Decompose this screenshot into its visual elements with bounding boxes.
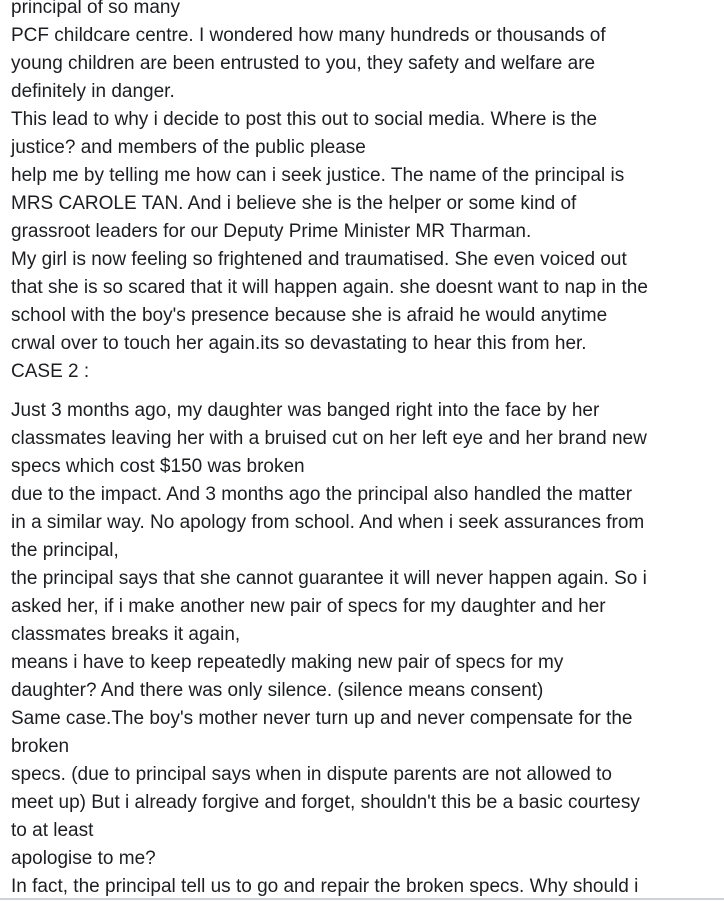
text-line: school with the boy's presence because she is afraid he would anytime [11,305,608,326]
text-line: definitely in danger. [11,81,175,102]
text-line: daughter? And there was only silence. (silence means consent) [11,680,544,701]
text-line: classmates leaving her with a bruised cut on her left eye and her brand new [11,428,647,449]
text-line: My girl is now feeling so frightened and traumatised. She even voiced out [11,249,627,270]
text-line: meet up) But i already forgive and forget, shouldn't this be a basic courtesy [11,792,640,813]
text-line: MRS CAROLE TAN. And i believe she is the helper or some kind of [11,193,577,214]
text-line: Just 3 months ago, my daughter was banged right into the face by her [11,400,600,421]
post-paragraph-1 [11,0,717,386]
text-line: PCF childcare centre. I wondered how many hundreds or thousands of [11,25,606,46]
text-line: principal of so many [11,0,180,18]
text-line: young children are been entrusted to you, they safety and welfare are [11,53,596,74]
text-line: that she is so scared that it will happen again. she doesnt want to nap in the [11,277,648,298]
text-line: Same case.The boy's mother never turn up and never compensate for the [11,708,633,729]
text-line: crwal over to touch her again.its so devastating to hear this from her. [11,333,587,354]
post-text [11,0,717,901]
text-line: This lead to why i decide to post this out to social media. Where is the [11,109,598,130]
text-line: due to the impact. And 3 months ago the principal also handled the matter [11,484,633,505]
text-line: grassroot leaders for our Deputy Prime Minister MR Tharman. [11,221,532,242]
text-line: classmates breaks it again, [11,624,241,645]
text-line: apologise to me? [11,848,156,869]
paragraph-gap [11,386,717,397]
text-line: help me by telling me how can i seek justice. The name of the principal is [11,165,625,186]
text-line: broken [11,736,70,757]
case-2-heading: CASE 2 : [11,361,90,382]
text-line: specs. (due to principal says when in dispute parents are not allowed to [11,764,612,785]
text-line: specs which cost $150 was broken [11,456,305,477]
post-paragraph-2 [11,397,717,901]
text-line: the principal, [11,540,119,561]
text-line: the principal says that she cannot guarantee it will never happen again. So i [11,568,647,589]
text-line: In fact, the principal tell us to go and repair the broken specs. Why should i [11,876,639,897]
text-line: asked her, if i make another new pair of specs for my daughter and her [11,596,606,617]
text-line: to at least [11,820,94,841]
text-line: means i have to keep repeatedly making new pair of specs for my [11,652,564,673]
text-line: justice? and members of the public please [11,137,366,158]
text-line: in a similar way. No apology from school. And when i seek assurances from [11,512,645,533]
